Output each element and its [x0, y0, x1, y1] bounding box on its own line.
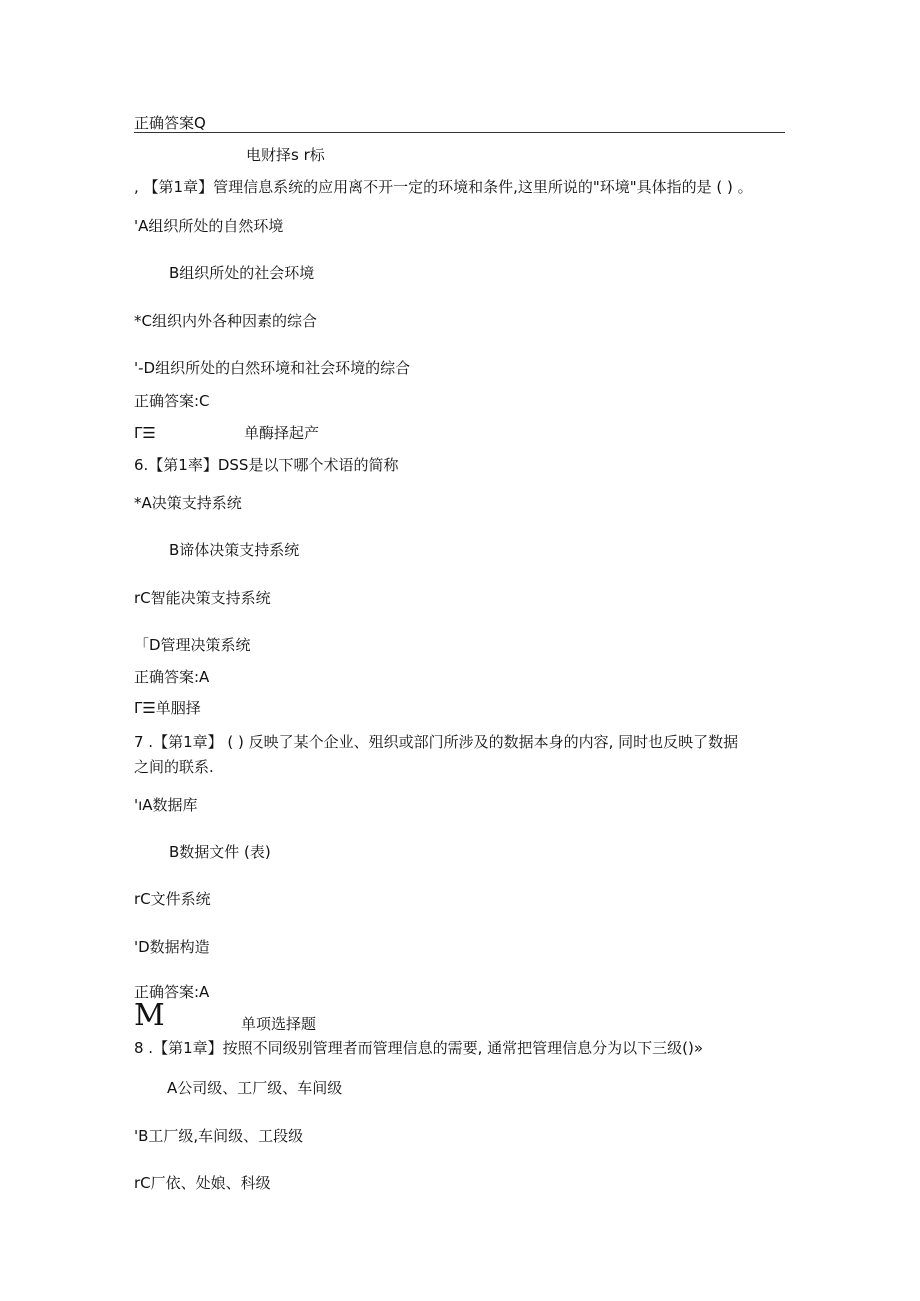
- q7-answer: 正确答案:A: [134, 983, 210, 1001]
- q8-option-a[interactable]: A公司级、工厂级、车间级: [167, 1079, 343, 1097]
- q8-marker: M: [134, 998, 165, 1033]
- q5-type-label: 电财择s r标: [246, 146, 325, 164]
- q8-question: 8 .【第1章】按照不同级别管理者而管理信息的需要, 通常把管理信息分为以下三级()»: [134, 1039, 704, 1057]
- q6-type-label: 单酶择起产: [244, 424, 320, 442]
- q7-option-b[interactable]: B数据文件 (表): [169, 843, 271, 861]
- q7-option-c[interactable]: rC文件系统: [134, 890, 211, 908]
- q8-option-b[interactable]: 'B工厂级,车间级、工段级: [134, 1127, 304, 1145]
- q7-option-a[interactable]: 'ıA数据库: [134, 796, 198, 814]
- header-divider: [134, 132, 785, 133]
- q7-type-label: Γ☰单胭择: [134, 699, 201, 717]
- q5-question: , 【第1章】管理信息系统的应用离不开一定的环境和条件,这里所说的"环境"具体指的是 ( ) 。: [134, 178, 753, 196]
- q6-option-c[interactable]: rC智能决策支持系统: [134, 589, 271, 607]
- q6-option-d[interactable]: 「D管理决策系统: [134, 636, 251, 654]
- q6-question: 6.【第1率】DSS是以下哪个术语的简称: [134, 456, 399, 474]
- q6-option-b[interactable]: B谛体决策支持系统: [169, 541, 300, 559]
- q6-option-a[interactable]: *A决策支持系统: [134, 494, 242, 512]
- q5-option-c[interactable]: *C组织内外各种因素的综合: [134, 312, 317, 330]
- q6-marker: Γ☰: [134, 424, 156, 442]
- q5-option-a[interactable]: 'A组织所处的自然环境: [134, 217, 284, 235]
- header-answer: 正确答案Q: [134, 114, 206, 132]
- q5-option-b[interactable]: B组织所处的社会环境: [169, 264, 315, 282]
- q7-question-line1: 7 .【第1章】 ( ) 反映了某个企业、殂织或部门所涉及的数据本身的内容, 同时也反映了数据: [134, 733, 739, 751]
- q8-type-label: 单项选择题: [241, 1015, 317, 1033]
- q5-answer: 正确答案:C: [134, 392, 210, 410]
- q8-option-c[interactable]: rC厂依、处娘、科级: [134, 1174, 271, 1192]
- q7-option-d[interactable]: 'D数据构造: [134, 938, 210, 956]
- q7-question-line2: 之间的联系.: [134, 758, 214, 776]
- q6-answer: 正确答案:A: [134, 668, 210, 686]
- q5-option-d[interactable]: '-D组织所处的白然环境和社会环境的综合: [134, 359, 411, 377]
